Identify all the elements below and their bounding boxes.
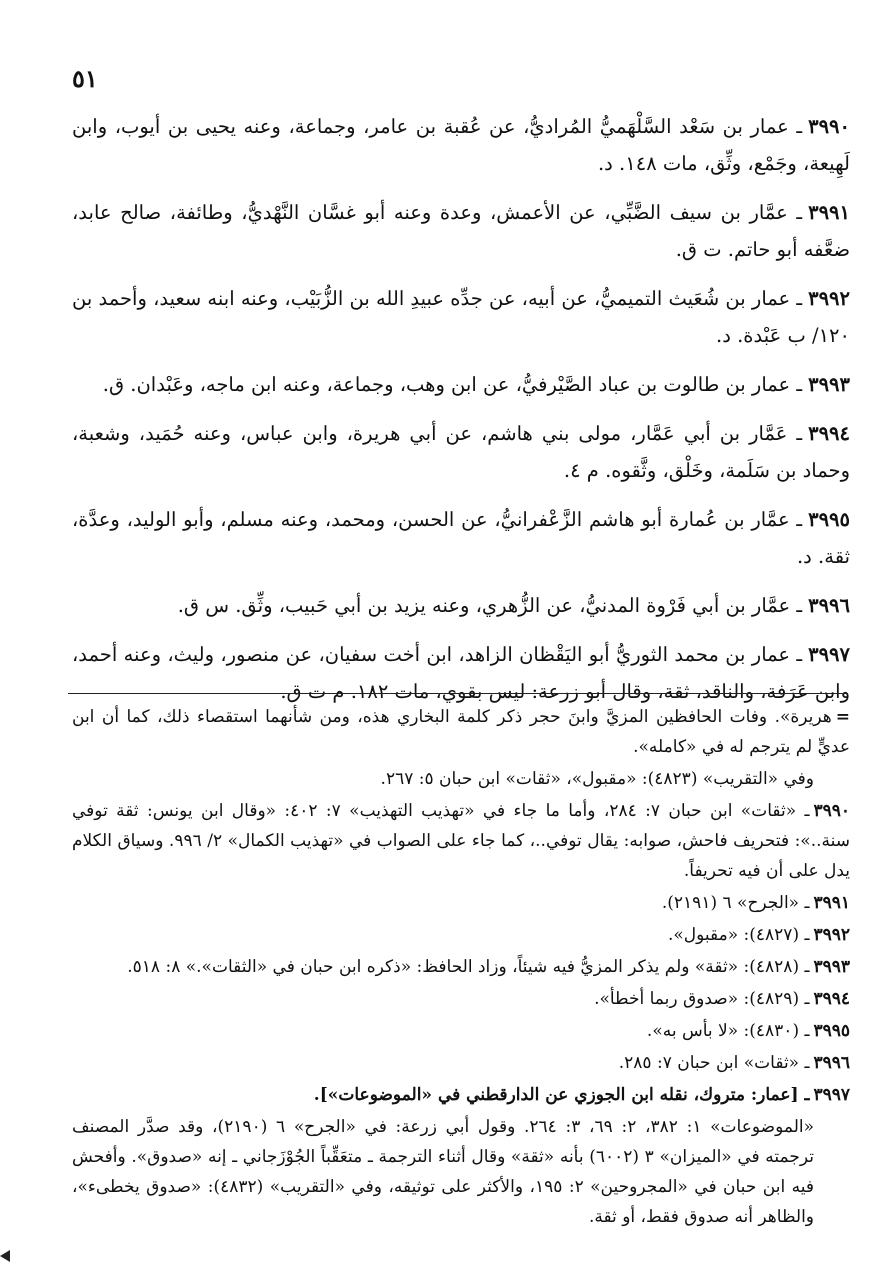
entry-text: ـ عمار بن سَعْد السَّلْهَميُّ المُراديُّ، عن عُقبة بن عامر، وجماعة، وعنه يحيى بن أيوب، وابن لَهِيعة، وجَمْع، وثِّق، مات ١٤٨. د. bbox=[72, 115, 850, 175]
footnote-number: ٣٩٩٤ bbox=[813, 989, 850, 1009]
footnote-number: ٣٩٩٦ bbox=[813, 1053, 850, 1073]
footnote bbox=[72, 1048, 850, 1078]
entry-number: ٣٩٩٧ bbox=[808, 643, 850, 666]
footnote-number: ٣٩٩٠ bbox=[813, 801, 850, 821]
entry-number: ٣٩٩١ bbox=[808, 201, 850, 224]
footnote-text: ـ (٤٨٢٨): «ثقة» ولم يذكر المزيُّ فيه شيئاً، وزاد الحافظ: «ذكره ابن حبان في «الثقات».» ٨: ٥١٨. bbox=[127, 957, 810, 977]
footnote bbox=[72, 764, 850, 794]
footnote-text: ـ «ثقات» ابن حبان ٧: ٢٨٥. bbox=[618, 1053, 810, 1073]
entry-number: ٣٩٩٢ bbox=[808, 287, 850, 310]
entry-number: ٣٩٩٦ bbox=[808, 594, 850, 617]
entry-number: ٣٩٩٤ bbox=[808, 422, 850, 445]
footnote-text: ـ [عمار: متروك، نقله ابن الجوزي عن الدارقطني في «الموضوعات»]. bbox=[313, 1085, 810, 1105]
footnote-text: «الموضوعات» ١: ٣٨٢، ٢: ٦٩، ٣: ٢٦٤. وقول أبي زرعة: في «الجرح» ٦ (٢١٩٠)، وقد صدَّر المصنف ترجمته في «الميزان» ٣ (٦٠٠٢) بأنه «ثقة» وقال أثناء الترجمة ـ متعَقِّباً الجُوْزَجاني ـ إنه «صدوق». وأفحش فيه ابن حبان في «المجروحين» ٢: ١٩٥، والأكثر على توثيقه، وفي «التقريب» (٤٨٣٢): «صدوق يخطىء»، والظاهر أنه صدوق فقط، أو ثقة. bbox=[72, 1117, 815, 1227]
footnote-number: ٣٩٩١ bbox=[813, 893, 850, 913]
entry bbox=[72, 501, 850, 575]
footnote-text: ـ (٤٨٢٧): «مقبول». bbox=[667, 925, 810, 945]
footnote-text: هريرة». وفات الحافظين المزيَّ وابنَ حجر ذكر كلمة البخاري هذه، ومن شأنهما استقصاء ذلك، كما أن ابن عديٍّ لم يترجم له في «كامله». bbox=[72, 707, 850, 757]
footnote-number: ٣٩٩٥ bbox=[813, 1021, 850, 1041]
footnote-number: ٣٩٩٢ bbox=[813, 925, 850, 945]
footnote-text: وفي «التقريب» (٤٨٢٣): «مقبول»، «ثقات» ابن حبان ٥: ٢٦٧. bbox=[380, 769, 814, 789]
footnote bbox=[72, 952, 850, 982]
entry-text: ـ عمار بن شُعَيث التميميُّ، عن أبيه، عن جدِّه عبيدِ الله بن الزُّبَيْب، وعنه ابنه سعيد، وأحمد بن ١٢٠/ ب عَبْدة. د. bbox=[72, 287, 850, 347]
entry-text: ـ عمَّار بن أبي فَرْوة المدنيُّ، عن الزُّهري، وعنه يزيد بن أبي حَبيب، وثِّق. س ق. bbox=[177, 594, 803, 617]
footnote-text: ـ «الجرح» ٦ (٢١٩١). bbox=[661, 893, 810, 913]
entry-text: ـ عمَّار بن سيف الضَّبِّي، عن الأعمش، وعدة وعنه أبو غسَّان النَّهْديُّ، وطائفة، صالح عابد، ضعَّفه أبو حاتم. ت ق. bbox=[72, 201, 850, 261]
entry-number: ٣٩٩٣ bbox=[808, 373, 850, 396]
entry bbox=[72, 366, 850, 403]
main-text bbox=[72, 108, 850, 722]
footnote bbox=[72, 1080, 850, 1110]
footnote bbox=[72, 984, 850, 1014]
footnote-text: ـ «ثقات» ابن حبان ٧: ٢٨٤، وأما ما جاء في «تهذيب التهذيب» ٧: ٤٠٢: «وقال ابن يونس: ثقة توفي سنة..»: فتحريف فاحش، صوابه: يقال توفي..، كما جاء على الصواب في «تهذيب الكمال» ٢/ ٩٩٦. وسياق الكلام يدل على أن فيه تحريفاً. bbox=[72, 801, 851, 881]
entry bbox=[72, 108, 850, 182]
footnote bbox=[72, 702, 850, 762]
entry bbox=[72, 587, 850, 624]
entry bbox=[72, 636, 850, 710]
footnote bbox=[72, 1112, 850, 1232]
entry bbox=[72, 280, 850, 354]
entry bbox=[72, 194, 850, 268]
entry-text: ـ عمَّار بن عُمارة أبو هاشم الزَّعْفرانيُّ، عن الحسن، ومحمد، وعنه مسلم، وأبو الوليد، وعدَّة، ثقة. د. bbox=[72, 508, 850, 568]
footnotes bbox=[72, 702, 850, 1234]
footnote-marker: = bbox=[835, 707, 850, 727]
entry-text: ـ عمار بن طالوت بن عباد الصَّيْرفيُّ، عن ابن وهب، وجماعة، وعنه ابن ماجه، وعَبْدان. ق. bbox=[102, 373, 803, 396]
footnote bbox=[72, 1016, 850, 1046]
footnote-text: ـ (٤٨٣٠): «لا بأس به». bbox=[646, 1021, 810, 1041]
footnote-divider bbox=[68, 693, 848, 694]
entry bbox=[72, 415, 850, 489]
page-number: ٥١ bbox=[72, 64, 98, 93]
footnote-number: ٣٩٩٣ bbox=[813, 957, 850, 977]
scan-edge-mark bbox=[0, 1250, 10, 1262]
entry-number: ٣٩٩٠ bbox=[808, 115, 850, 138]
footnote bbox=[72, 888, 850, 918]
entry-number: ٣٩٩٥ bbox=[808, 508, 850, 531]
entry-text: ـ عمار بن محمد الثوريُّ أبو اليَقْظان الزاهد، ابن أخت سفيان، عن منصور، وليث، وعنه أحمد، وابن عَرَفة، والناقد، ثقة، وقال أبو زرعة: ليس بقوي، مات ١٨٢. م ت ق. bbox=[72, 643, 850, 703]
footnote-number: ٣٩٩٧ bbox=[813, 1085, 850, 1105]
footnote bbox=[72, 920, 850, 950]
footnote bbox=[72, 796, 850, 886]
entry-text: ـ عَمَّار بن أبي عَمَّار، مولى بني هاشم، عن أبي هريرة، وابن عباس، وعنه حُمَيد، وشعبة، وحماد بن سَلَمة، وخَلْق، وثَّقوه. م ٤. bbox=[72, 422, 850, 482]
footnote-text: ـ (٤٨٢٩): «صدوق ربما أخطأ». bbox=[594, 989, 810, 1009]
